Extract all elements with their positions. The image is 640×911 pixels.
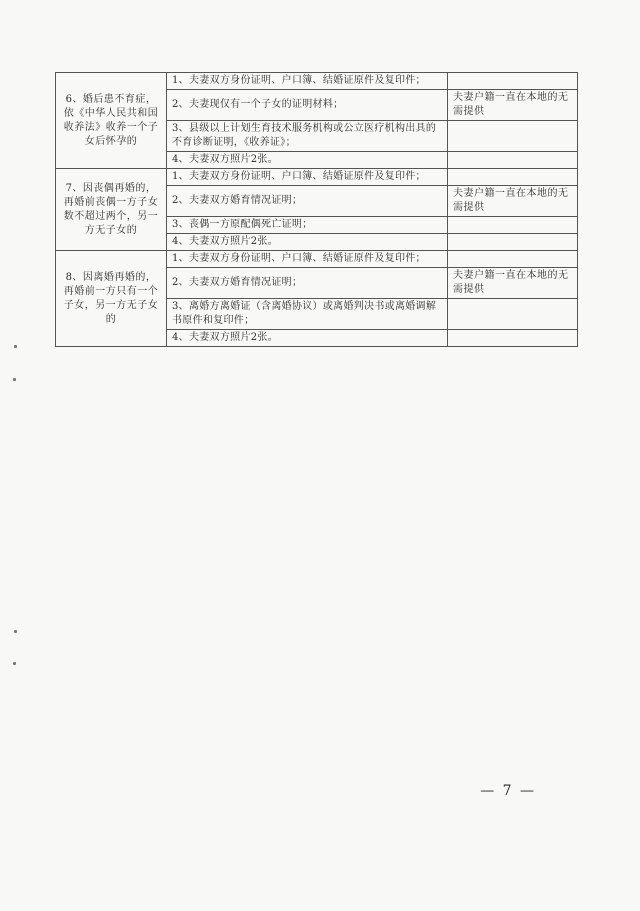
note-cell-empty [448, 299, 578, 330]
note-cell-empty [448, 169, 578, 186]
requirement-item: 1、夫妻双方身份证明、户口簿、结婚证原件及复印件； [167, 251, 448, 268]
note-cell-empty [448, 121, 578, 152]
requirement-item: 3、离婚方离婚证（含离婚协议）或离婚判决书或离婚调解书原件和复印件； [167, 299, 448, 330]
requirement-item: 4、夫妻双方照片2张。 [167, 234, 448, 251]
note-cell-empty [448, 330, 578, 347]
table-row [56, 169, 578, 186]
category-cell: 7、因丧偶再婚的，再婚前丧偶一方子女数不超过两个，另一方无子女的 [56, 169, 167, 251]
requirement-item: 4、夫妻双方照片2张。 [167, 330, 448, 347]
note-cell: 夫妻户籍一直在本地的无需提供 [448, 186, 578, 217]
requirement-item: 2、夫妻双方婚育情况证明； [167, 186, 448, 217]
scan-speck [13, 378, 16, 381]
requirement-item: 3、丧偶一方原配偶死亡证明； [167, 217, 448, 234]
table-row [56, 73, 578, 90]
note-cell: 夫妻户籍一直在本地的无需提供 [448, 90, 578, 121]
requirement-item: 1、夫妻双方身份证明、户口簿、结婚证原件及复印件； [167, 73, 448, 90]
table-row [56, 251, 578, 268]
requirement-item: 1、夫妻双方身份证明、户口簿、结婚证原件及复印件； [167, 169, 448, 186]
note-cell: 夫妻户籍一直在本地的无需提供 [448, 268, 578, 299]
category-cell: 8、因离婚再婚的，再婚前一方只有一个子女，另一方无子女的 [56, 251, 167, 347]
requirement-item: 2、夫妻双方婚育情况证明； [167, 268, 448, 299]
page-number: — 7 — [480, 783, 536, 799]
requirement-item: 3、县级以上计划生育技术服务机构或公立医疗机构出具的不育诊断证明，《收养证》； [167, 121, 448, 152]
scan-speck [13, 662, 16, 665]
scan-speck [14, 630, 17, 633]
requirement-item: 2、夫妻现仅有一个子女的证明材料； [167, 90, 448, 121]
category-cell: 6、婚后患不育症，依《中华人民共和国收养法》收养一个子女后怀孕的 [56, 73, 167, 169]
requirement-item: 4、夫妻双方照片2张。 [167, 152, 448, 169]
note-cell-empty [448, 152, 578, 169]
note-cell-empty [448, 73, 578, 90]
note-cell-empty [448, 217, 578, 234]
requirements-table [55, 72, 578, 347]
note-cell-empty [448, 251, 578, 268]
scan-speck [14, 345, 17, 348]
note-cell-empty [448, 234, 578, 251]
